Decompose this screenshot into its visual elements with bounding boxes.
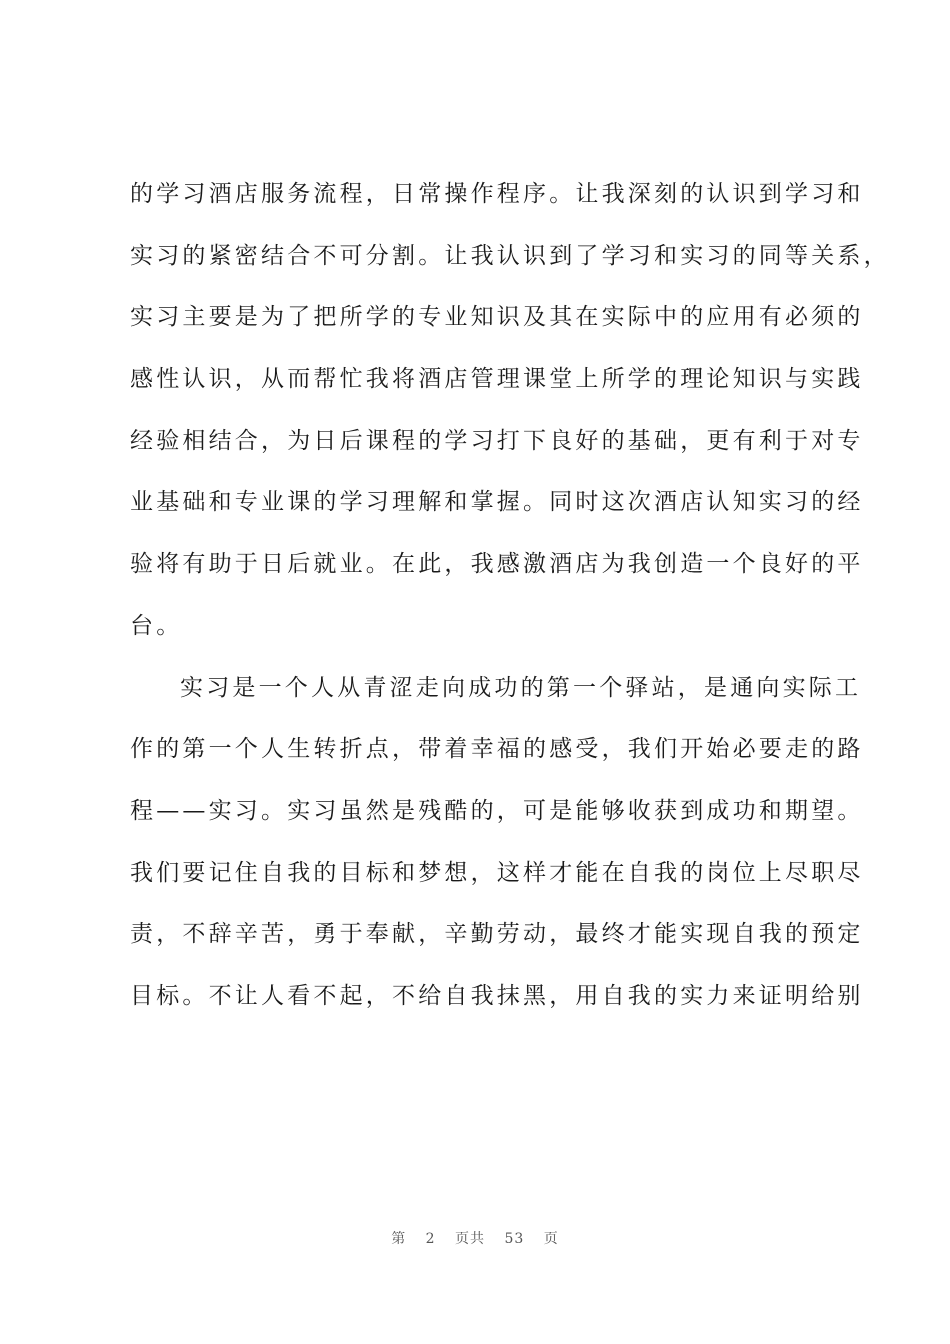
- paragraph-start-line: 实习是一个人从青涩走向成功的第一个驿站，是通向实际工: [180, 674, 862, 701]
- text-line: 实习的紧密结合不可分割。让我认识到了学习和实习的同等关系，: [130, 242, 890, 269]
- document-body: [130, 170, 890, 1034]
- text-line: 我们要记住自我的目标和梦想，这样才能在自我的岗位上尽职尽: [130, 859, 864, 886]
- footer-label-ye: 页: [543, 1231, 559, 1247]
- page-footer: [0, 1228, 950, 1248]
- text-line: 程——实习。实习虽然是残酷的，可是能够收获到成功和期望。: [130, 797, 864, 824]
- text-line: 目标。不让人看不起，不给自我抹黑，用自我的实力来证明给别: [130, 982, 864, 1009]
- text-line: 业基础和专业课的学习理解和掌握。同时这次酒店认知实习的经: [130, 489, 864, 516]
- text-line: 感性认识，从而帮忙我将酒店管理课堂上所学的理论知识与实践: [130, 366, 864, 393]
- text-line: 台。: [130, 612, 183, 639]
- current-page-number: 2: [425, 1231, 436, 1247]
- text-line: 的学习酒店服务流程，日常操作程序。让我深刻的认识到学习和: [130, 181, 864, 207]
- footer-label-ye-gong: 页共: [455, 1231, 486, 1247]
- text-line: 实习主要是为了把所学的专业知识及其在实际中的应用有必须的: [130, 304, 864, 331]
- total-page-count: 53: [504, 1231, 525, 1247]
- text-line: 责，不辞辛苦，勇于奉献，辛勤劳动，最终才能实现自我的预定: [130, 921, 864, 948]
- text-line: 验将有助于日后就业。在此，我感激酒店为我创造一个良好的平: [130, 551, 864, 578]
- text-line: 作的第一个人生转折点，带着幸福的感受，我们开始必要走的路: [130, 736, 864, 763]
- footer-label-di: 第: [391, 1231, 407, 1247]
- text-line: 经验相结合，为日后课程的学习打下良好的基础，更有利于对专: [130, 427, 864, 454]
